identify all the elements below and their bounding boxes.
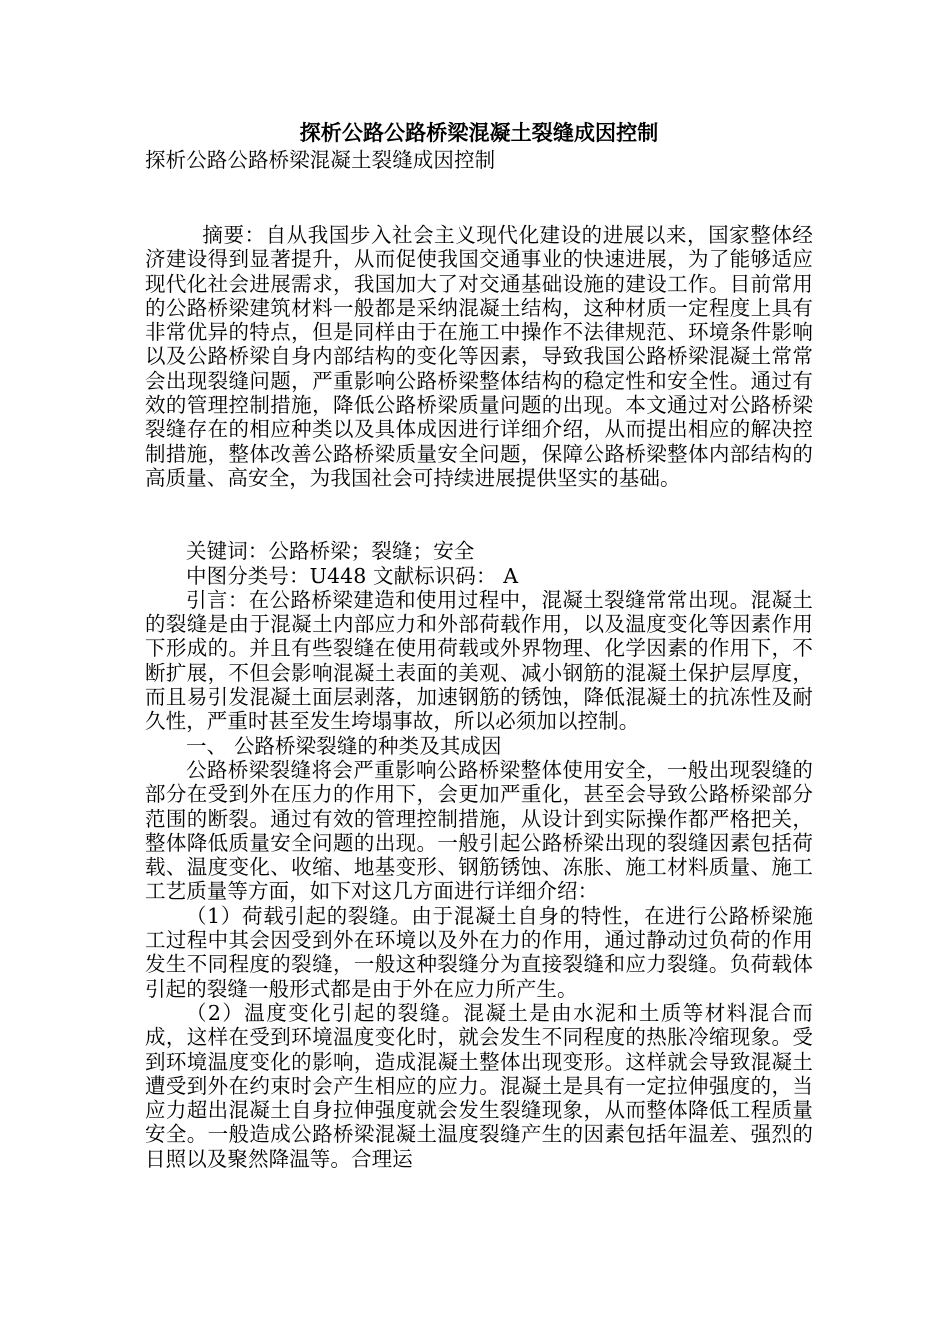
section-body-paragraph: 公路桥梁裂缝将会严重影响公路桥梁整体使用安全，一般出现裂缝的部分在受到外在压力的作用下，会更加严重化，甚至会导致公路桥梁部分范围的断裂。通过有效的管理控制措施，从设计到实际操作都严格把关，整体降低质量安全问题的出现。一般引起公路桥梁出现的裂缝因素包括荷载、温度变化、收缩、地基变形、钢筋锈蚀、冻胀、施工材料质量、施工工艺质量等方面，如下对这几方面进行详细介绍： (145, 757, 813, 904)
document-page (145, 118, 813, 1171)
document-subtitle: 探析公路公路桥梁混凝土裂缝成因控制 (145, 148, 496, 172)
list-item: （2）温度变化引起的裂缝。混凝土是由水泥和土质等材料混合而成，这样在受到环境温度变化时，就会发生不同程度的热胀冷缩现象。受到环境温度变化的影响，造成混凝土整体出现变形。这样就会导致混凝土遭受到外在约束时会产生相应的应力。混凝土是具有一定拉伸强度的，当应力超出混凝土自身拉伸强度就会发生裂缝现象，从而整体降低工程质量安全。一般造成公路桥梁混凝土温度裂缝产生的因素包括年温差、强烈的日照以及聚然降温等。合理运 (145, 1000, 813, 1171)
classification-line: 中图分类号：U448 文献标识码： A (186, 563, 519, 588)
abstract-paragraph: 摘要：自从我国步入社会主义现代化建设的进展以来，国家整体经济建设得到显著提升，从而促使我国交通事业的快速进展，为了能够适应现代化社会进展需求，我国加大了对交通基础设施的建设工作。目前常用的公路桥梁建筑材料一般都是采纳混凝土结构，这种材质一定程度上具有非常优异的特点，但是同样由于在施工中操作不法律规范、环境条件影响以及公路桥梁自身内部结构的变化等因素，导致我国公路桥梁混凝土常常会出现裂缝问题，严重影响公路桥梁整体结构的稳定性和安全性。通过有效的管理控制措施，降低公路桥梁质量问题的出现。本文通过对公路桥梁裂缝存在的相应种类以及具体成因进行详细介绍，从而提出相应的解决控制措施，整体改善公路桥梁质量安全问题，保障公路桥梁整体内部结构的高质量、高安全，为我国社会可持续进展提供坚实的基础。 (145, 223, 813, 490)
list-item: （1）荷载引起的裂缝。由于混凝土自身的特性，在进行公路桥梁施工过程中其会因受到外在环境以及外在力的作用，通过静动过负荷的作用发生不同程度的裂缝，一般这种裂缝分为直接裂缝和应力裂缝。负荷载体引起的裂缝一般形式都是由于外在应力所产生。 (145, 903, 813, 1001)
spacer (145, 174, 813, 223)
intro-paragraph: 引言：在公路桥梁建造和使用过程中，混凝土裂缝常常出现。混凝土的裂缝是由于混凝土内部应力和外部荷载作用，以及温度变化等因素作用下形成的。并且有些裂缝在使用荷载或外界物理、化学因素的作用下，不断扩展，不但会影响混凝土表面的美观、减小钢筋的混凝土保护层厚度，而且易引发混凝土面层剥落，加速钢筋的锈蚀，降低混凝土的抗冻性及耐久性，严重时甚至发生垮塌事故，所以必须加以控制。 (145, 587, 813, 734)
section-heading: 一、 公路桥梁裂缝的种类及其成因 (186, 733, 502, 758)
document-title: 探析公路公路桥梁混凝土裂缝成因控制 (299, 120, 659, 145)
spacer (145, 490, 813, 539)
keywords-line: 关键词：公路桥梁；裂缝；安全 (186, 539, 475, 564)
